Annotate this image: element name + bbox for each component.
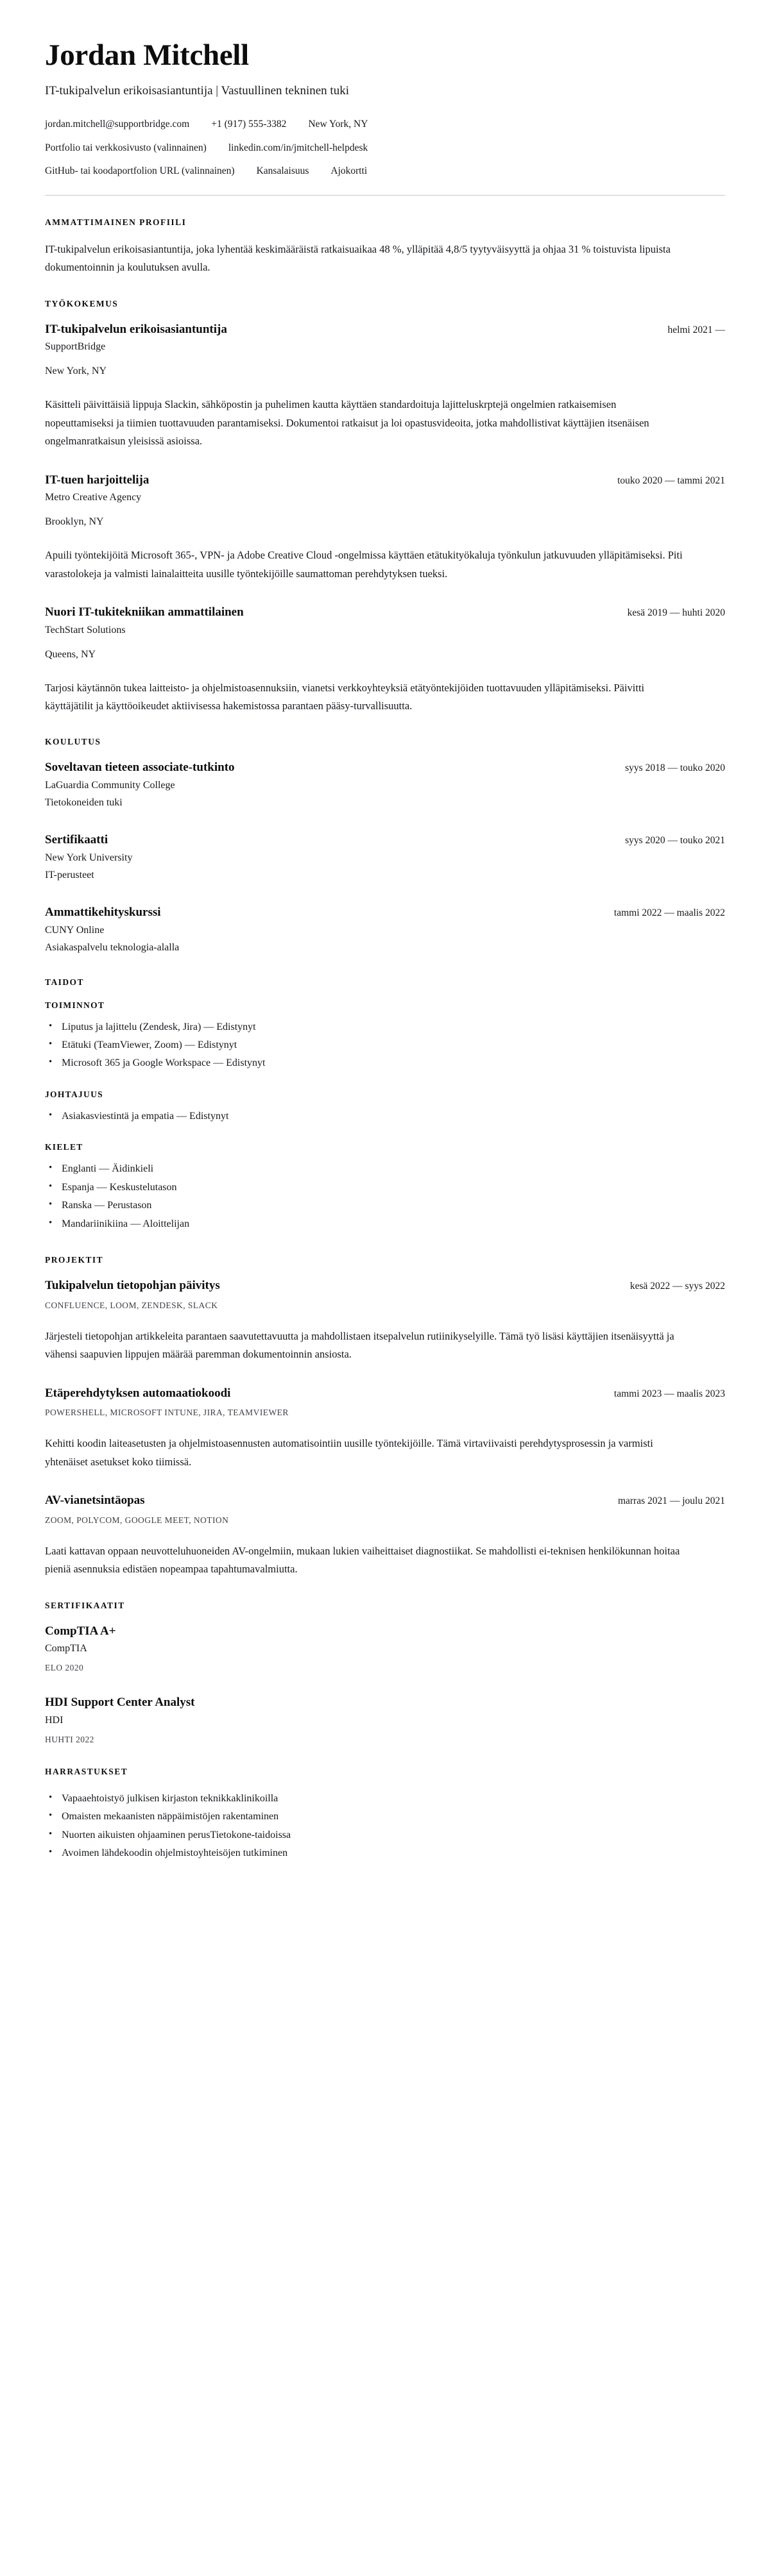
project-entry-head bbox=[45, 1278, 725, 1294]
project-name: Tukipalvelun tietopohjan päivitys bbox=[45, 1279, 220, 1293]
certificate-date: HUHTI 2022 bbox=[45, 1734, 94, 1744]
project-entry-head bbox=[45, 1386, 725, 1402]
certificate-date: ELO 2020 bbox=[45, 1663, 84, 1673]
skill-item: • Microsoft 365 ja Google Workspace — Edistynyt bbox=[45, 1054, 725, 1072]
education-field: Tietokoneiden tuki bbox=[45, 797, 123, 809]
project-entry bbox=[45, 1278, 725, 1363]
experience-entry bbox=[45, 605, 725, 715]
project-entry bbox=[45, 1386, 725, 1471]
section-title-experience: TYÖKOKEMUS bbox=[45, 298, 119, 308]
experience-entry bbox=[45, 473, 725, 583]
experience-description: Apuili työntekijöitä Microsoft 365-, VPN- ja Adobe Creative Cloud -ongelmissa käyttäen etätukityökaluja työnkulun jatkuvuuden ylläpitämiseksi. Piti varastolokeja ja valmisti lainalaitteita uusille työntekijöille saumattoman perehdytyksen tueksi. bbox=[45, 549, 683, 580]
contact-phone[interactable]: +1 (917) 555-3382 bbox=[211, 119, 287, 130]
skill-item: • Englanti — Äidinkieli bbox=[45, 1160, 725, 1178]
section-title-profile: AMMATTIMAINEN PROFIILI bbox=[45, 217, 187, 228]
contact-portfolio[interactable]: Portfolio tai verkkosivusto (valinnainen) bbox=[45, 142, 207, 153]
section-education bbox=[45, 737, 725, 955]
project-name: Etäperehdytyksen automaatiokoodi bbox=[45, 1386, 231, 1400]
project-name: AV-vianetsintäopas bbox=[45, 1494, 145, 1508]
education-field: Asiakaspalvelu teknologia-alalla bbox=[45, 941, 180, 953]
skill-item: • Liputus ja lajittelu (Zendesk, Jira) — Edistynyt bbox=[45, 1018, 725, 1036]
education-school: CUNY Online bbox=[45, 924, 105, 936]
education-school: LaGuardia Community College bbox=[45, 780, 175, 791]
section-title-certificates: SERTIFIKAATIT bbox=[45, 1600, 125, 1610]
skill-item: • Etätuki (TeamViewer, Zoom) — Edistynyt bbox=[45, 1036, 725, 1054]
project-entry bbox=[45, 1493, 725, 1578]
experience-location: Brooklyn, NY bbox=[45, 516, 104, 528]
skill-list bbox=[45, 1107, 725, 1125]
section-title-skills: TAIDOT bbox=[45, 977, 84, 987]
certificate-name: CompTIA A+ bbox=[45, 1624, 116, 1638]
skill-group-leadership bbox=[45, 1090, 725, 1125]
hobby-list bbox=[45, 1790, 725, 1863]
project-description: Kehitti koodin laiteasetusten ja ohjelmistoasennusten automatisointiin uusille työntekijöille. Tämä virtaviivaisti perehdytysprosessin ja varmisti yhtenäiset asetukset koko tiimissä. bbox=[45, 1437, 653, 1468]
experience-dates: touko 2020 — tammi 2021 bbox=[617, 475, 725, 486]
education-school: New York University bbox=[45, 852, 133, 863]
section-certificates bbox=[45, 1601, 725, 1745]
certificate-name: HDI Support Center Analyst bbox=[45, 1696, 195, 1710]
education-dates: syys 2020 — touko 2021 bbox=[625, 835, 725, 846]
hobby-item: • Avoimen lähdekoodin ohjelmistoyhteisöjen tutkiminen bbox=[45, 1844, 725, 1862]
skill-list bbox=[45, 1018, 725, 1073]
experience-entry bbox=[45, 322, 725, 451]
education-dates: syys 2018 — touko 2020 bbox=[625, 762, 725, 774]
experience-entry-head bbox=[45, 322, 725, 338]
certificate-entry bbox=[45, 1624, 725, 1674]
contact-line-1 bbox=[45, 117, 725, 131]
education-field: IT-perusteet bbox=[45, 869, 94, 880]
project-dates: kesä 2022 — syys 2022 bbox=[629, 1281, 725, 1292]
experience-description: Tarjosi käytännön tukea laitteisto- ja ohjelmistoasennuksiin, vianetsi verkkoyhteyksiä etätyöntekijöiden tuottavuuden ylläpitämiseksi. Päivitti käyttäjätilit ja käyttöoikeudet aktiivisessa hakemistossa parantaen pääsy-turvallisuutta. bbox=[45, 681, 645, 712]
header-divider bbox=[45, 195, 725, 196]
experience-company: Metro Creative Agency bbox=[45, 492, 142, 503]
section-skills bbox=[45, 977, 725, 1234]
project-stack: ZOOM, POLYCOM, GOOGLE MEET, NOTION bbox=[45, 1515, 229, 1525]
contact-location: New York, NY bbox=[308, 119, 368, 130]
education-entry bbox=[45, 905, 725, 955]
education-degree: Sertifikaatti bbox=[45, 833, 108, 847]
experience-company: SupportBridge bbox=[45, 341, 106, 353]
contact-github[interactable]: GitHub- tai koodaportfolion URL (valinnainen) bbox=[45, 165, 235, 176]
contact-line-2 bbox=[45, 140, 725, 155]
experience-role: IT-tuen harjoittelija bbox=[45, 473, 150, 487]
education-degree: Ammattikehityskurssi bbox=[45, 905, 161, 919]
skill-item: • Asiakasviestintä ja empatia — Edistynyt bbox=[45, 1107, 725, 1125]
experience-location: Queens, NY bbox=[45, 648, 96, 660]
section-title-projects: PROJEKTIT bbox=[45, 1255, 104, 1265]
skill-item: • Ranska — Perustason bbox=[45, 1197, 725, 1215]
experience-entry-head bbox=[45, 605, 725, 621]
skill-group-label: KIELET bbox=[45, 1142, 83, 1152]
skill-list bbox=[45, 1160, 725, 1233]
section-projects bbox=[45, 1255, 725, 1578]
education-entry-head bbox=[45, 760, 725, 776]
skill-group-operations bbox=[45, 1000, 725, 1073]
project-stack: POWERSHELL, MICROSOFT INTUNE, JIRA, TEAMVIEWER bbox=[45, 1408, 289, 1418]
project-dates: marras 2021 — joulu 2021 bbox=[617, 1495, 725, 1507]
section-experience bbox=[45, 299, 725, 716]
contact-email[interactable]: jordan.mitchell@supportbridge.com bbox=[45, 119, 190, 130]
skill-group-languages bbox=[45, 1142, 725, 1233]
resume-header bbox=[45, 38, 725, 178]
project-description: Järjesteli tietopohjan artikkeleita parantaen saavutettavuutta ja mahdollistaen itsepalvelun rutiinikyselyille. Tämä työ lisäsi käyttäjien itsenäisyyttä ja vähensi saapuvien lippujen määrää paremman dokumentoinnin ansiosta. bbox=[45, 1329, 674, 1361]
project-dates: tammi 2023 — maalis 2023 bbox=[613, 1388, 725, 1399]
experience-role: Nuori IT-tukitekniikan ammattilainen bbox=[45, 605, 244, 619]
hobby-item: • Vapaaehtoistyö julkisen kirjaston teknikkaklinikoilla bbox=[45, 1790, 725, 1808]
education-entry-head bbox=[45, 832, 725, 848]
contact-driving-licence: Ajokortti bbox=[330, 165, 368, 176]
section-profile bbox=[45, 217, 725, 277]
project-entry-head bbox=[45, 1493, 725, 1509]
education-entry bbox=[45, 760, 725, 811]
experience-company: TechStart Solutions bbox=[45, 624, 126, 636]
skill-item: • Mandariinikiina — Aloittelijan bbox=[45, 1215, 725, 1233]
certificate-issuer: CompTIA bbox=[45, 1643, 87, 1654]
skill-group-label: TOIMINNOT bbox=[45, 1000, 105, 1010]
skill-item: • Espanja — Keskustelutason bbox=[45, 1179, 725, 1197]
contact-linkedin[interactable]: linkedin.com/in/jmitchell-helpdesk bbox=[228, 142, 368, 153]
project-description: Laati kattavan oppaan neuvotteluhuoneiden AV-ongelmiin, mukaan lukien vaiheittaiset diagnostiikat. Se mahdollisti ei-teknisen henkilökunnan hoitaa pieniä asennuksia edistäen nopeampaa tapahtumavalmiutta. bbox=[45, 1544, 680, 1576]
education-dates: tammi 2022 — maalis 2022 bbox=[613, 907, 725, 918]
section-title-hobbies: HARRASTUKSET bbox=[45, 1766, 128, 1776]
experience-role: IT-tukipalvelun erikoisasiantuntija bbox=[45, 322, 227, 336]
profile-text: IT-tukipalvelun erikoisasiantuntija, joka lyhentää keskimääräistä ratkaisuaikaa 48 %, ylläpitää 4,8/5 tyytyväisyyttä ja ohjaa 31 % toistuvista lipuista dokumentoinnin ja koulutuksen avulla. bbox=[45, 243, 671, 274]
education-degree: Soveltavan tieteen associate-tutkinto bbox=[45, 761, 235, 775]
education-entry-head bbox=[45, 905, 725, 921]
experience-description: Käsitteli päivittäisiä lippuja Slackin, sähköpostin ja puhelimen kautta käyttäen standardoituja lajitteluskrptejä ongelmien ratkaisemisen nopeuttamiseksi ja tiimien tuottavuuden parantamiseksi. Dokumentoi ratkaisut ja loi opastusvideoita, jotka mahdollistivat käyttäjien itsenäisen ongelmanratkaisun yleisissä asioissa. bbox=[45, 398, 649, 448]
experience-entry-head bbox=[45, 473, 725, 489]
candidate-name: Jordan Mitchell bbox=[45, 38, 249, 72]
certificate-issuer: HDI bbox=[45, 1714, 64, 1726]
skill-group-label: JOHTAJUUS bbox=[45, 1089, 103, 1099]
experience-dates: helmi 2021 — bbox=[667, 324, 725, 335]
contact-line-3 bbox=[45, 164, 725, 178]
certificate-entry bbox=[45, 1695, 725, 1745]
education-entry bbox=[45, 832, 725, 883]
experience-dates: kesä 2019 — huhti 2020 bbox=[627, 607, 725, 619]
experience-location: New York, NY bbox=[45, 366, 107, 377]
section-hobbies bbox=[45, 1767, 725, 1863]
candidate-headline: IT-tukipalvelun erikoisasiantuntija | Vastuullinen tekninen tuki bbox=[45, 83, 349, 97]
hobby-item: • Nuorten aikuisten ohjaaminen perusTietokone-taidoissa bbox=[45, 1826, 725, 1844]
hobby-item: • Omaisten mekaanisten näppäimistöjen rakentaminen bbox=[45, 1808, 725, 1826]
section-title-education: KOULUTUS bbox=[45, 737, 101, 747]
project-stack: CONFLUENCE, LOOM, ZENDESK, SLACK bbox=[45, 1300, 218, 1310]
contact-nationality: Kansalaisuus bbox=[256, 165, 309, 176]
